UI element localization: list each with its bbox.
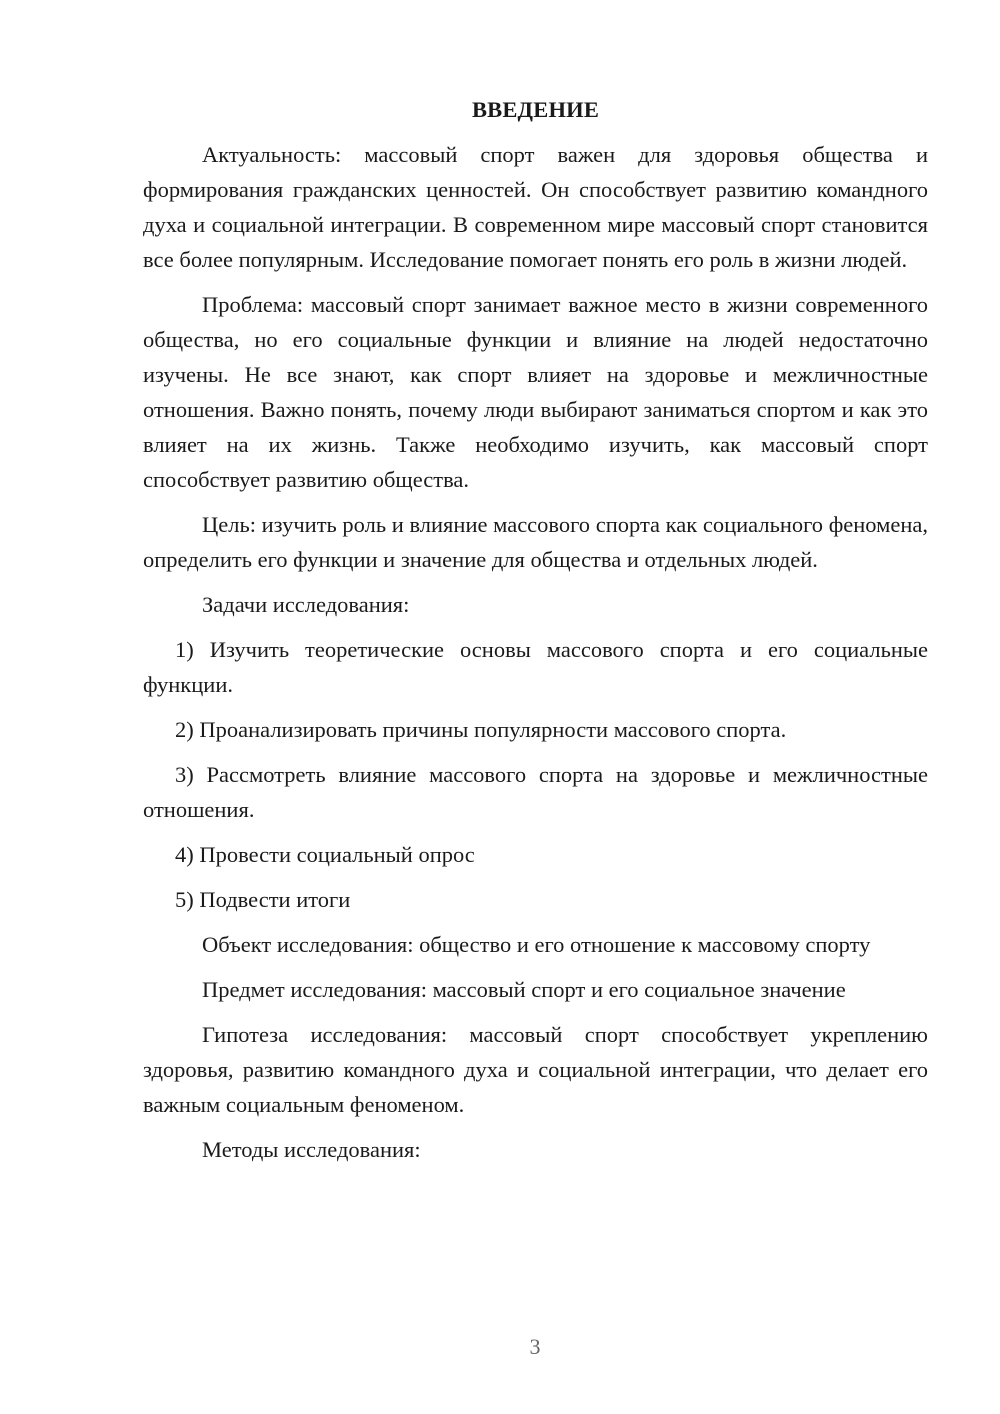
tasks-heading: Задачи исследования: [202,592,410,617]
task-item-5: 5) Подвести итоги [175,887,351,912]
document-title: ВВЕДЕНИЕ [471,97,600,122]
goal-paragraph: Цель: изучить роль и влияние массового спорта как социального феномена, определить его функции и значение для общества и отдельных людей. [143,512,928,572]
page-number: 3 [529,1334,541,1359]
task-item-4: 4) Провести социальный опрос [175,842,475,867]
relevance-paragraph: Актуальность: массовый спорт важен для здоровья общества и формирования гражданских ценностей. Он способствует развитию командного духа и социальной интеграции. В современном мире массовый спорт становится все более популярным. Исследование помогает понять его роль в жизни людей. [143,142,928,272]
task-item-2: 2) Проанализировать причины популярности массового спорта. [175,717,787,742]
document-page [143,92,928,1167]
hypothesis-paragraph: Гипотеза исследования: массовый спорт способствует укреплению здоровья, развитию командного духа и социальной интеграции, что делает его важным социальным феноменом. [143,1022,928,1117]
object-paragraph: Объект исследования: общество и его отношение к массовому спорту [202,932,871,957]
task-item-1: 1) Изучить теоретические основы массового спорта и его социальные функции. [143,637,928,697]
task-item-3: 3) Рассмотреть влияние массового спорта на здоровье и межличностные отношения. [143,762,928,822]
methods-heading: Методы исследования: [202,1137,421,1162]
problem-paragraph: Проблема: массовый спорт занимает важное место в жизни современного общества, но его социальные функции и влияние на людей недостаточно изучены. Не все знают, как спорт влияет на здоровье и межличностные отношения. Важно понять, почему люди выбирают заниматься спортом и как это влияет на их жизнь. Также необходимо изучить, как массовый спорт способствует развитию общества. [143,292,928,492]
subject-paragraph: Предмет исследования: массовый спорт и его социальное значение [202,977,846,1002]
